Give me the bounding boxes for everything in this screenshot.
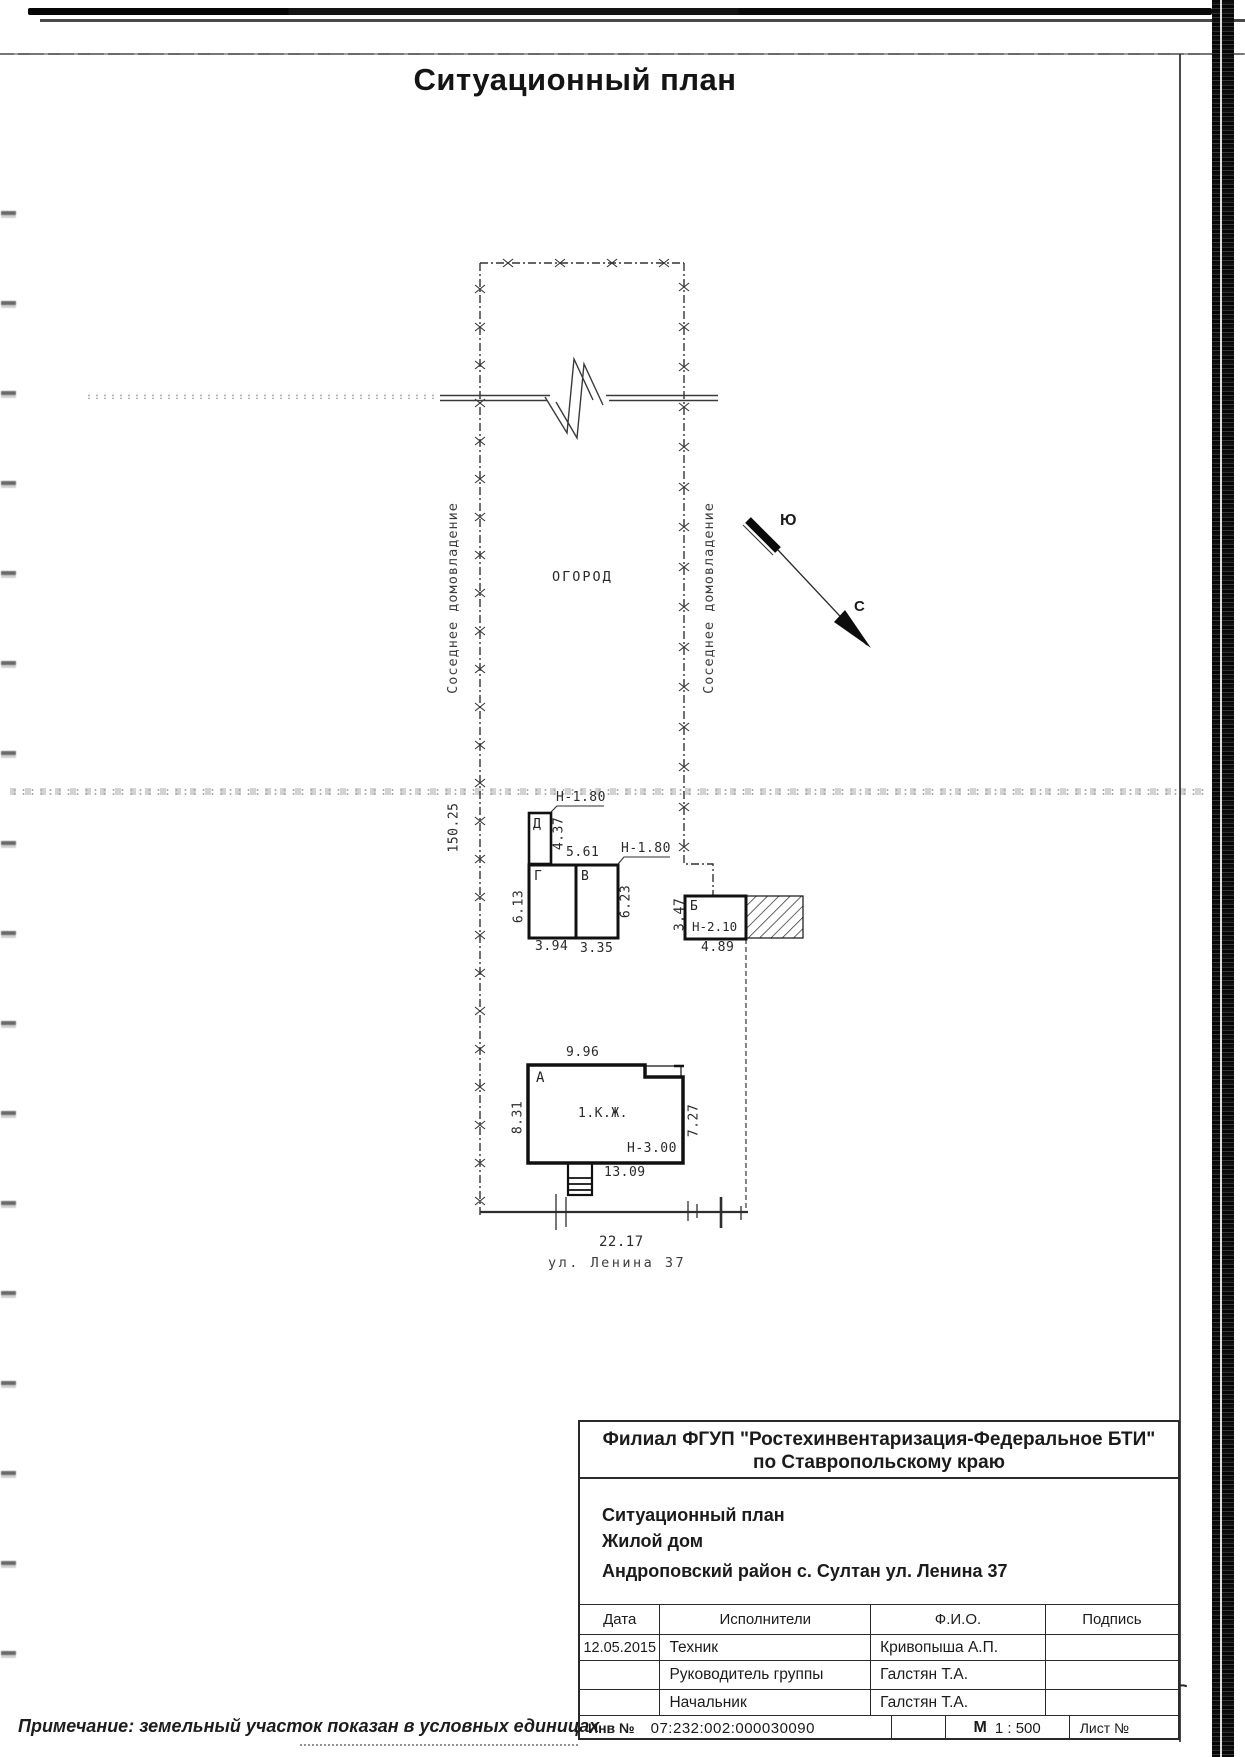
exec-signature-cell — [1045, 1690, 1178, 1715]
building-d-label: Д — [533, 817, 541, 832]
compass-arrow — [743, 520, 871, 648]
inventory-cell — [580, 1716, 891, 1740]
organization-line2: по Ставропольскому краю — [753, 1452, 1005, 1473]
scan-edge-noise — [1212, 0, 1234, 1757]
building-v-side-dim: 6.23 — [618, 884, 634, 919]
building-g-label: Г — [534, 869, 542, 884]
building-g-side-dim: 6.13 — [511, 889, 527, 924]
exec-date — [580, 1690, 659, 1715]
scale-value: 1 : 500 — [994, 1719, 1041, 1737]
street-line — [480, 1194, 748, 1230]
exec-header-row — [580, 1604, 1178, 1634]
organization-header — [580, 1422, 1178, 1479]
building-d-side-dim: 4.37 — [551, 816, 567, 851]
scale-cell — [945, 1716, 1069, 1740]
exec-name: Галстян Т.А. — [870, 1690, 1045, 1715]
object-info — [580, 1479, 1178, 1604]
compass-south-label: Ю — [780, 512, 797, 529]
building-b-side-dim: 3.47 — [672, 897, 688, 932]
building-g-v-outline — [529, 865, 618, 938]
sheet-cell: Лист № — [1069, 1716, 1178, 1740]
building-v-height: Н-1.80 — [621, 841, 671, 856]
building-a-notch — [645, 1066, 681, 1076]
col-header-signature: Подпись — [1045, 1605, 1178, 1634]
street-label: ул. Ленина 37 — [548, 1255, 687, 1271]
building-b-label: Б — [690, 899, 698, 914]
exec-role: Техник — [659, 1635, 870, 1660]
inventory-row — [580, 1715, 1178, 1740]
left-neighbor-label: Соседнее домовладение — [445, 502, 461, 694]
compass-north-label: С — [854, 598, 865, 615]
building-v-label: В — [581, 869, 589, 884]
road-break-line — [440, 359, 718, 438]
object-type: Жилой дом — [602, 1531, 704, 1551]
exec-row — [580, 1660, 1178, 1689]
hatched-structure — [746, 896, 803, 938]
porch-step-lines — [569, 1178, 591, 1190]
right-neighbor-label: Соседнее домовладение — [701, 502, 717, 694]
inventory-label: Инв № — [588, 1720, 635, 1736]
exec-date — [580, 1661, 659, 1689]
garden-label: ОГОРОД — [552, 569, 613, 585]
doc-title: Ситуационный план — [602, 1505, 785, 1525]
frontage-dim: 22.17 — [599, 1234, 644, 1250]
empty-cell — [891, 1716, 945, 1740]
page-title: Ситуационный план — [413, 62, 737, 97]
building-b-front-dim: 4.89 — [701, 940, 735, 955]
exec-date: 12.05.2015 — [583, 1639, 657, 1656]
building-a-left-dim: 8.31 — [510, 1100, 526, 1135]
plot-depth-dim: 150.25 — [446, 802, 462, 853]
building-a-right-dim: 7.27 — [686, 1103, 702, 1138]
col-header-date: Дата — [603, 1611, 637, 1628]
exec-role: Руководитель группы — [659, 1661, 870, 1689]
note-underline — [300, 1744, 578, 1746]
building-d-height: Н-1.80 — [556, 790, 606, 805]
sheet-right-border — [1179, 54, 1181, 1742]
exec-signature-cell — [1045, 1635, 1178, 1660]
exec-name: Галстян Т.А. — [870, 1661, 1045, 1689]
object-address: Андроповский район с. Султан ул. Ленина 37 — [602, 1561, 1008, 1581]
building-a-bottom-dim: 13.09 — [604, 1165, 646, 1180]
exec-signature-cell — [1045, 1661, 1178, 1689]
building-a-top-dim: 9.96 — [566, 1045, 600, 1060]
col-header-name: Ф.И.О. — [870, 1605, 1045, 1634]
building-b-height: Н-2.10 — [692, 919, 738, 934]
col-header-executors: Исполнители — [659, 1605, 870, 1634]
organization-line1: Филиал ФГУП "Ростехинвентаризация-Федеральное БТИ" — [602, 1429, 1156, 1450]
exec-row — [580, 1634, 1178, 1660]
note-text: Примечание: земельный участок показан в условных единицах — [18, 1716, 600, 1736]
scale-label: М — [973, 1719, 987, 1736]
building-a-label: А — [536, 1070, 545, 1086]
exec-name: Кривопыша А.П. — [870, 1635, 1045, 1660]
building-v-front-dim: 3.35 — [580, 941, 614, 956]
building-a-height: Н-3.00 — [627, 1141, 677, 1156]
inventory-number: 07:232:002:000030090 — [650, 1719, 815, 1737]
building-g-front-dim: 3.94 — [535, 939, 569, 954]
building-a-type: 1.К.Ж. — [578, 1106, 628, 1121]
exec-role: Начальник — [659, 1690, 870, 1715]
building-v-top-dim: 5.61 — [566, 845, 600, 860]
title-block — [578, 1420, 1180, 1740]
exec-row — [580, 1689, 1178, 1715]
